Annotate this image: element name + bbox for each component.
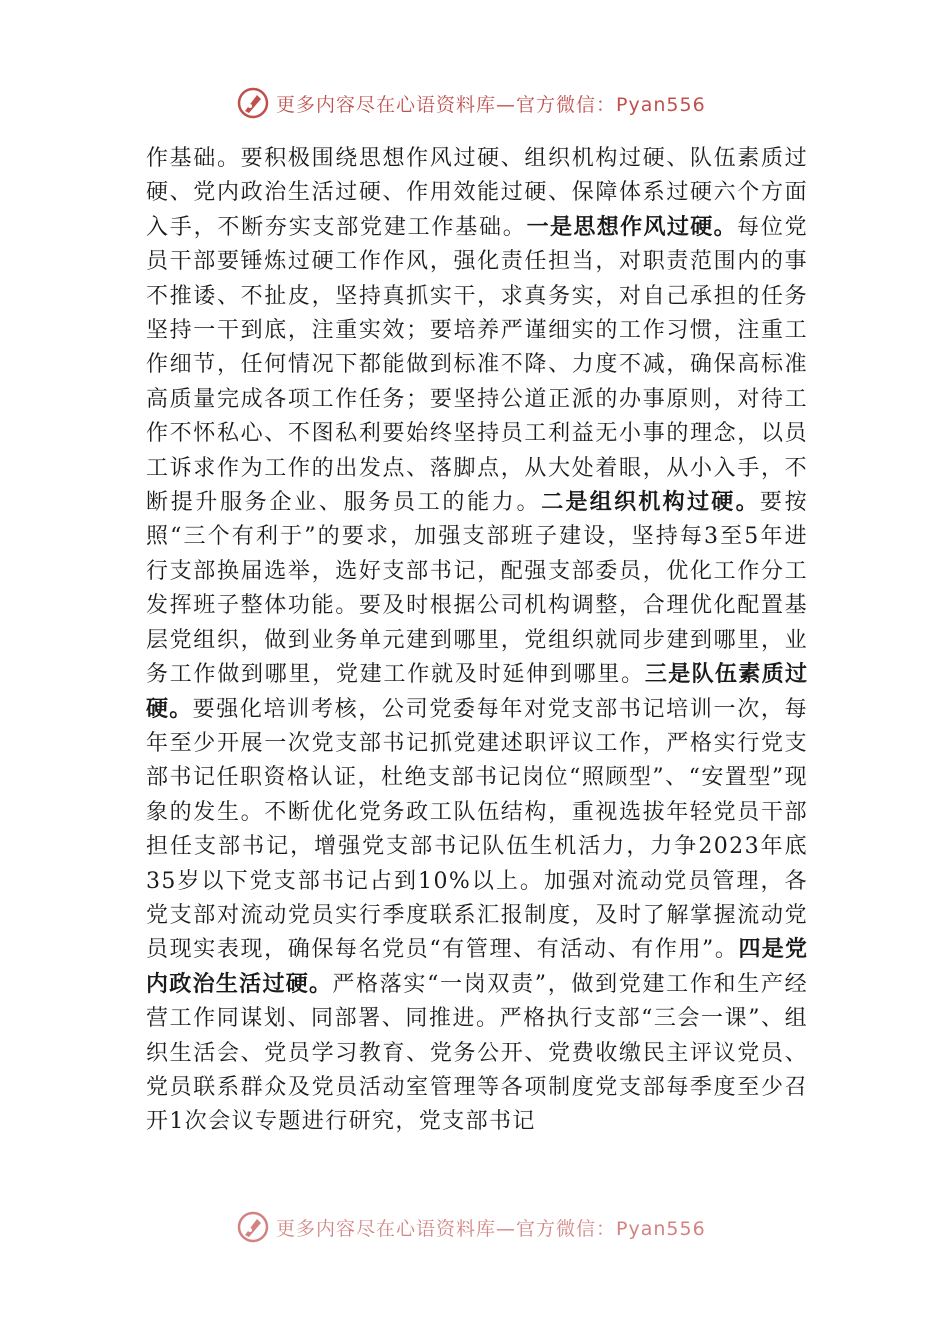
body-text: 要按照“三个有利于”的要求，加强支部班子建设，坚持每3至5年进行支部换届选举，选好支部书记，配强支部委员，优化工作分工发挥班子整体功能。要及时根据公司机构调整，合理优化配置基层党组织，做到业务单元建到哪里，党组织就同步建到哪里，业务工作做到哪里，党建工作就及时延伸到哪里。 xyxy=(146,490,808,688)
pen-nib-circle-icon xyxy=(236,86,270,120)
watermark-text: 更多内容尽在心语资料库—官方微信：Pyan556 xyxy=(276,93,706,116)
body-text: 严格落实“一岗双责”，做到党建工作和生产经营工作同谋划、同部署、同推进。严格执行支部“三会一课”、组织生活会、党员学习教育、党务公开、党费收缴民主评议党员、党员联系群众及党员活动室管理等各项制度党支部每季度至少召开1次会议专题进行研究，党支部书记 xyxy=(146,971,808,1135)
section-heading: 一是思想作风过硬。 xyxy=(526,214,738,240)
pen-nib-circle-icon xyxy=(236,1210,270,1244)
body-text: 每位党员干部要锤炼过硬工作作风，强化责任担当，对职责范围内的事不推诿、不扯皮，坚持真抓实干，求真务实，对自己承担的任务坚持一干到底，注重实效；要培养严谨细实的工作习惯，注重工作细节，任何情况下都能做到标准不降、力度不减，确保高标准高质量完成各项工作任务；要坚持公道正派的办事原则，对待工作不怀私心、不图私利要始终坚持员工利益无小事的理念，以员工诉求作为工作的出发点、落脚点，从大处着眼，从小入手，不断提升服务企业、服务员工的能力。 xyxy=(146,214,809,516)
header-watermark xyxy=(236,86,706,120)
body-text: 作基础。要积极围绕思想作风过硬、组织机构过硬、队伍素质过硬、党内政治生活过硬、作用效能过硬、保障体系过硬六个方面入手，不断夯实支部党建工作基础。 xyxy=(146,146,808,240)
section-heading: 四是党内政治生活过硬。 xyxy=(146,937,808,997)
body-text: 要强化培训考核，公司党委每年对党支部书记培训一次，每年至少开展一次党支部书记抓党建述职评议工作，严格实行党支部书记任职资格认证，杜绝支部书记岗位“照顾型”、“安置型”现象的发生。不断优化党务政工队伍结构，重视选拔年轻党员干部担任支部书记，增强党支部书记队伍生机活力，力争2023年底35岁以下党支部书记占到10%以上。加强对流动党员管理，各党支部对流动党员实行季度联系汇报制度，及时了解掌握流动党员现实表现，确保每名党员“有管理、有活动、有作用”。 xyxy=(146,696,808,963)
document-body xyxy=(146,142,808,1140)
section-heading: 二是组织机构过硬。 xyxy=(541,490,760,516)
watermark-text: 更多内容尽在心语资料库—官方微信：Pyan556 xyxy=(276,1217,706,1240)
footer-watermark xyxy=(236,1210,706,1244)
section-heading: 三是队伍素质过硬。 xyxy=(146,662,808,722)
